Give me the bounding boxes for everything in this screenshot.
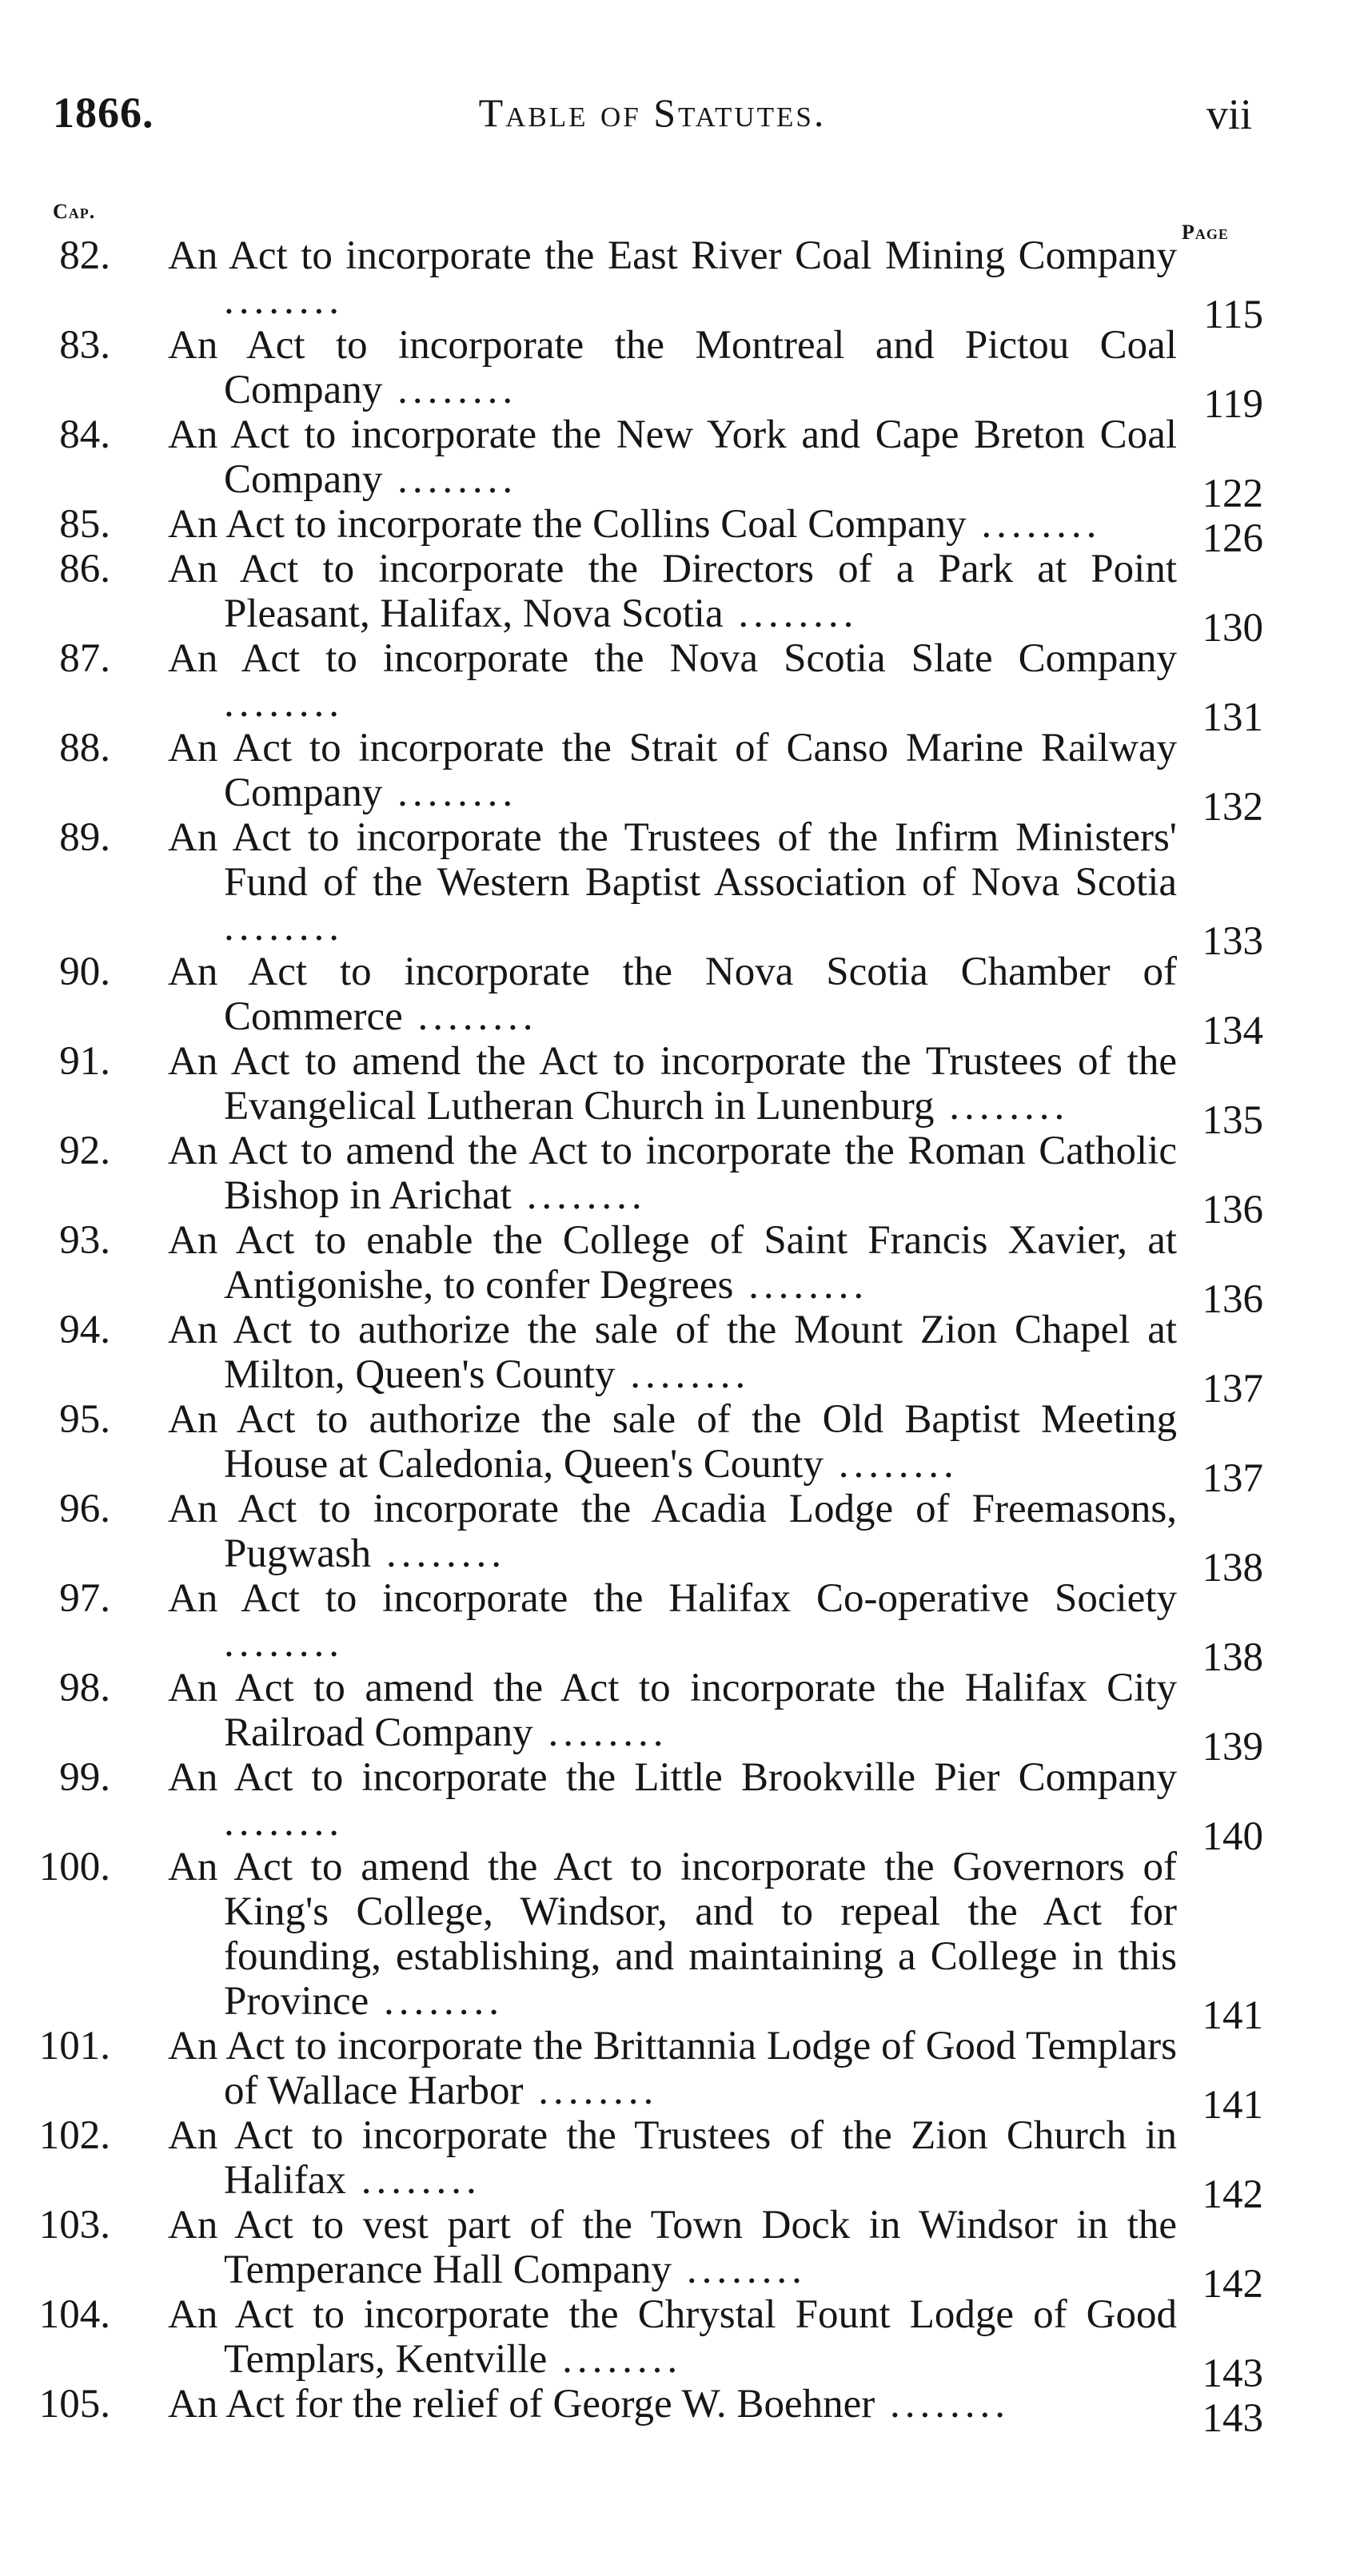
dot-leader: ........ xyxy=(224,278,344,323)
dot-leader: ........ xyxy=(511,1173,647,1218)
statute-title: An Act to incorporate the Nova Scotia Slate Company xyxy=(168,636,1177,681)
statute-title: An Act to amend the Act to incorporate the Trustees of the Evangelical Lutheran Church in Lunenburg xyxy=(168,1039,1177,1129)
statute-title: An Act to authorize the sale of the Mount Zion Chapel at Milton, Queen's County xyxy=(168,1308,1177,1397)
chapter-number: 97. xyxy=(59,1576,110,1621)
chapter-number: 92. xyxy=(59,1129,110,1173)
statute-title-block xyxy=(168,412,1177,502)
page-number: 122 xyxy=(1202,472,1263,516)
statute-title-block xyxy=(168,502,1177,547)
chapter-number: 105. xyxy=(38,2382,110,2427)
statute-title: An Act to incorporate the Trustees of the Infirm Ministers' Fund of the Western Baptist Association of Nova Scotia xyxy=(168,815,1177,905)
statute-title: An Act to amend the Act to incorporate the Roman Catholic Bishop in Arichat xyxy=(168,1129,1177,1218)
statute-title: An Act to incorporate the New York and Cape Breton Coal Company xyxy=(168,412,1177,502)
statute-entry xyxy=(24,2292,1263,2396)
dot-leader: ........ xyxy=(224,1800,344,1845)
statute-title: An Act to incorporate the East River Coal Mining Company xyxy=(168,233,1177,278)
page-number: 131 xyxy=(1202,695,1263,740)
page-number: 143 xyxy=(1202,2396,1263,2441)
statute-entry xyxy=(24,1397,1263,1501)
statute-title-block xyxy=(168,1308,1177,1397)
chapter-number: 94. xyxy=(59,1308,110,1352)
statute-entry xyxy=(24,1308,1263,1411)
statute-title-block xyxy=(168,233,1177,323)
dot-leader: ........ xyxy=(224,905,344,950)
chapter-number: 84. xyxy=(59,412,110,457)
dot-leader: ........ xyxy=(382,770,518,815)
page-number: 135 xyxy=(1202,1098,1263,1143)
statute-title-block xyxy=(168,1666,1177,1755)
statute-title: An Act to incorporate the Halifax Co-operative Society xyxy=(168,1576,1177,1621)
statute-entry xyxy=(24,233,1263,337)
running-header xyxy=(53,88,1252,160)
chapter-number: 88. xyxy=(59,726,110,770)
page-number: 134 xyxy=(1202,1009,1263,1053)
statute-title: An Act to incorporate the Chrystal Fount Lodge of Good Templars, Kentville xyxy=(168,2292,1177,2382)
dot-leader: ........ xyxy=(875,2382,1010,2427)
statute-title-block xyxy=(168,1487,1177,1576)
statute-entry xyxy=(24,2113,1263,2217)
chapter-number: 103. xyxy=(38,2203,110,2248)
page-number: 132 xyxy=(1202,785,1263,830)
chapter-number: 100. xyxy=(38,1845,110,1889)
page-number: 115 xyxy=(1203,293,1263,337)
page-number: 138 xyxy=(1202,1635,1263,1680)
dot-leader: ........ xyxy=(966,502,1102,547)
page-folio: vii xyxy=(1206,90,1252,138)
statute-title: An Act to amend the Act to incorporate the Governors of King's College, Windsor, and to repeal the Act for founding, establishing, and maintaining a College in this Province xyxy=(168,1845,1177,2024)
header-title: Table of Statutes. xyxy=(478,90,827,135)
statute-title-block xyxy=(168,815,1177,950)
statute-title-block xyxy=(168,1039,1177,1129)
dot-leader: ........ xyxy=(382,457,518,502)
page-number: 140 xyxy=(1202,1814,1263,1859)
statute-entry xyxy=(24,2382,1263,2441)
statute-entry xyxy=(24,1755,1263,1859)
chapter-number: 83. xyxy=(59,323,110,368)
page-number: 142 xyxy=(1202,2262,1263,2307)
page-number: 142 xyxy=(1202,2172,1263,2217)
page-number: 136 xyxy=(1202,1277,1263,1322)
statute-title-block xyxy=(168,726,1177,815)
statute-title-block xyxy=(168,2024,1177,2113)
statute-title: An Act to incorporate the Acadia Lodge of Freemasons, Pugwash xyxy=(168,1487,1177,1576)
chapter-number: 86. xyxy=(59,547,110,591)
dot-leader: ........ xyxy=(224,681,344,726)
statute-title-block xyxy=(168,1129,1177,1218)
page-number: 133 xyxy=(1202,919,1263,964)
dot-leader: ........ xyxy=(523,2068,659,2113)
statute-entry xyxy=(24,1218,1263,1322)
page-number: 119 xyxy=(1203,382,1263,427)
chapter-number: 104. xyxy=(38,2292,110,2337)
statute-entry xyxy=(24,323,1263,427)
dot-leader: ........ xyxy=(615,1352,751,1397)
statute-title: An Act to authorize the sale of the Old Baptist Meeting House at Caledonia, Queen's County xyxy=(168,1397,1177,1487)
statute-title-block xyxy=(168,2203,1177,2292)
dot-leader: ........ xyxy=(723,591,859,636)
statute-title: An Act to amend the Act to incorporate the Halifax City Railroad Company xyxy=(168,1666,1177,1755)
statute-title-block xyxy=(168,1755,1177,1845)
chapter-number: 82. xyxy=(59,233,110,278)
statute-entry xyxy=(24,2024,1263,2128)
statute-entry xyxy=(24,1845,1263,2038)
statute-title: An Act to vest part of the Town Dock in Windsor in the Temperance Hall Company xyxy=(168,2203,1177,2292)
chapter-number: 91. xyxy=(59,1039,110,1084)
dot-leader: ........ xyxy=(402,994,538,1039)
statute-title-block xyxy=(168,2292,1177,2382)
column-label-page: Page xyxy=(1182,221,1229,244)
statute-entry xyxy=(24,1039,1263,1143)
dot-leader: ........ xyxy=(672,2248,807,2292)
chapter-number: 85. xyxy=(59,502,110,547)
chapter-number: 102. xyxy=(38,2113,110,2158)
header-year: 1866. xyxy=(53,89,154,137)
dot-leader: ........ xyxy=(371,1531,506,1576)
chapter-number: 87. xyxy=(59,636,110,681)
page-number: 139 xyxy=(1202,1725,1263,1770)
statute-entry xyxy=(24,412,1263,516)
statute-entry xyxy=(24,950,1263,1053)
page-number: 141 xyxy=(1202,1993,1263,2038)
statute-title: An Act to incorporate the Directors of a Park at Point Pleasant, Halifax, Nova Scotia xyxy=(168,547,1177,636)
dot-leader: ........ xyxy=(532,1710,668,1755)
statute-entry xyxy=(24,815,1263,964)
page-number: 141 xyxy=(1202,2083,1263,2128)
statute-title-block xyxy=(168,1845,1177,2024)
dot-leader: ........ xyxy=(934,1084,1070,1129)
chapter-number: 90. xyxy=(59,950,110,994)
statute-entry xyxy=(24,547,1263,651)
chapter-number: 99. xyxy=(59,1755,110,1800)
statute-entry xyxy=(24,1576,1263,1680)
dot-leader: ........ xyxy=(224,1621,344,1666)
statute-title: An Act to incorporate the Montreal and Pictou Coal Company xyxy=(168,323,1177,412)
statute-title: An Act to incorporate the Collins Coal Company xyxy=(168,502,967,547)
statute-entry xyxy=(24,502,1263,561)
page-number: 138 xyxy=(1202,1546,1263,1591)
statute-entry xyxy=(24,1487,1263,1591)
statute-entry xyxy=(24,1666,1263,1770)
statute-title: An Act for the relief of George W. Boehner xyxy=(168,2382,875,2427)
statute-entry xyxy=(24,1129,1263,1232)
page-number: 137 xyxy=(1202,1367,1263,1411)
statute-list xyxy=(24,233,1263,2441)
statute-title-block xyxy=(168,2382,1177,2427)
statute-title: An Act to incorporate the Brittannia Lodge of Good Templars of Wallace Harbor xyxy=(168,2024,1177,2113)
statute-title-block xyxy=(168,323,1177,412)
statute-title-block xyxy=(168,1218,1177,1308)
statute-title: An Act to incorporate the Strait of Canso Marine Railway Company xyxy=(168,726,1177,815)
statute-title-block xyxy=(168,636,1177,726)
dot-leader: ........ xyxy=(369,1979,505,2024)
statute-title-block xyxy=(168,2113,1177,2203)
dot-leader: ........ xyxy=(823,1442,959,1487)
page-number: 136 xyxy=(1202,1188,1263,1232)
dot-leader: ........ xyxy=(733,1263,869,1308)
page-number: 143 xyxy=(1202,2351,1263,2396)
page-number: 126 xyxy=(1202,516,1263,561)
statute-entry xyxy=(24,636,1263,740)
chapter-number: 93. xyxy=(59,1218,110,1263)
dot-leader: ........ xyxy=(547,2337,683,2382)
statute-title: An Act to incorporate the Trustees of the Zion Church in Halifax xyxy=(168,2113,1177,2203)
dot-leader: ........ xyxy=(345,2158,481,2203)
chapter-number: 95. xyxy=(59,1397,110,1442)
chapter-number: 98. xyxy=(59,1666,110,1710)
page-number: 137 xyxy=(1202,1456,1263,1501)
statute-title-block xyxy=(168,1576,1177,1666)
statute-entry xyxy=(24,726,1263,830)
statute-title-block xyxy=(168,950,1177,1039)
statute-title: An Act to enable the College of Saint Francis Xavier, at Antigonishe, to confer Degrees xyxy=(168,1218,1177,1308)
chapter-number: 96. xyxy=(59,1487,110,1531)
page-number: 130 xyxy=(1202,606,1263,651)
chapter-number: 89. xyxy=(59,815,110,860)
statute-title-block xyxy=(168,547,1177,636)
statute-title-block xyxy=(168,1397,1177,1487)
statute-title: An Act to incorporate the Nova Scotia Chamber of Commerce xyxy=(168,950,1177,1039)
statute-entry xyxy=(24,2203,1263,2307)
column-label-cap: Cap. xyxy=(53,200,96,223)
statute-title: An Act to incorporate the Little Brookville Pier Company xyxy=(168,1755,1177,1800)
dot-leader: ........ xyxy=(382,368,518,412)
chapter-number: 101. xyxy=(38,2024,110,2068)
